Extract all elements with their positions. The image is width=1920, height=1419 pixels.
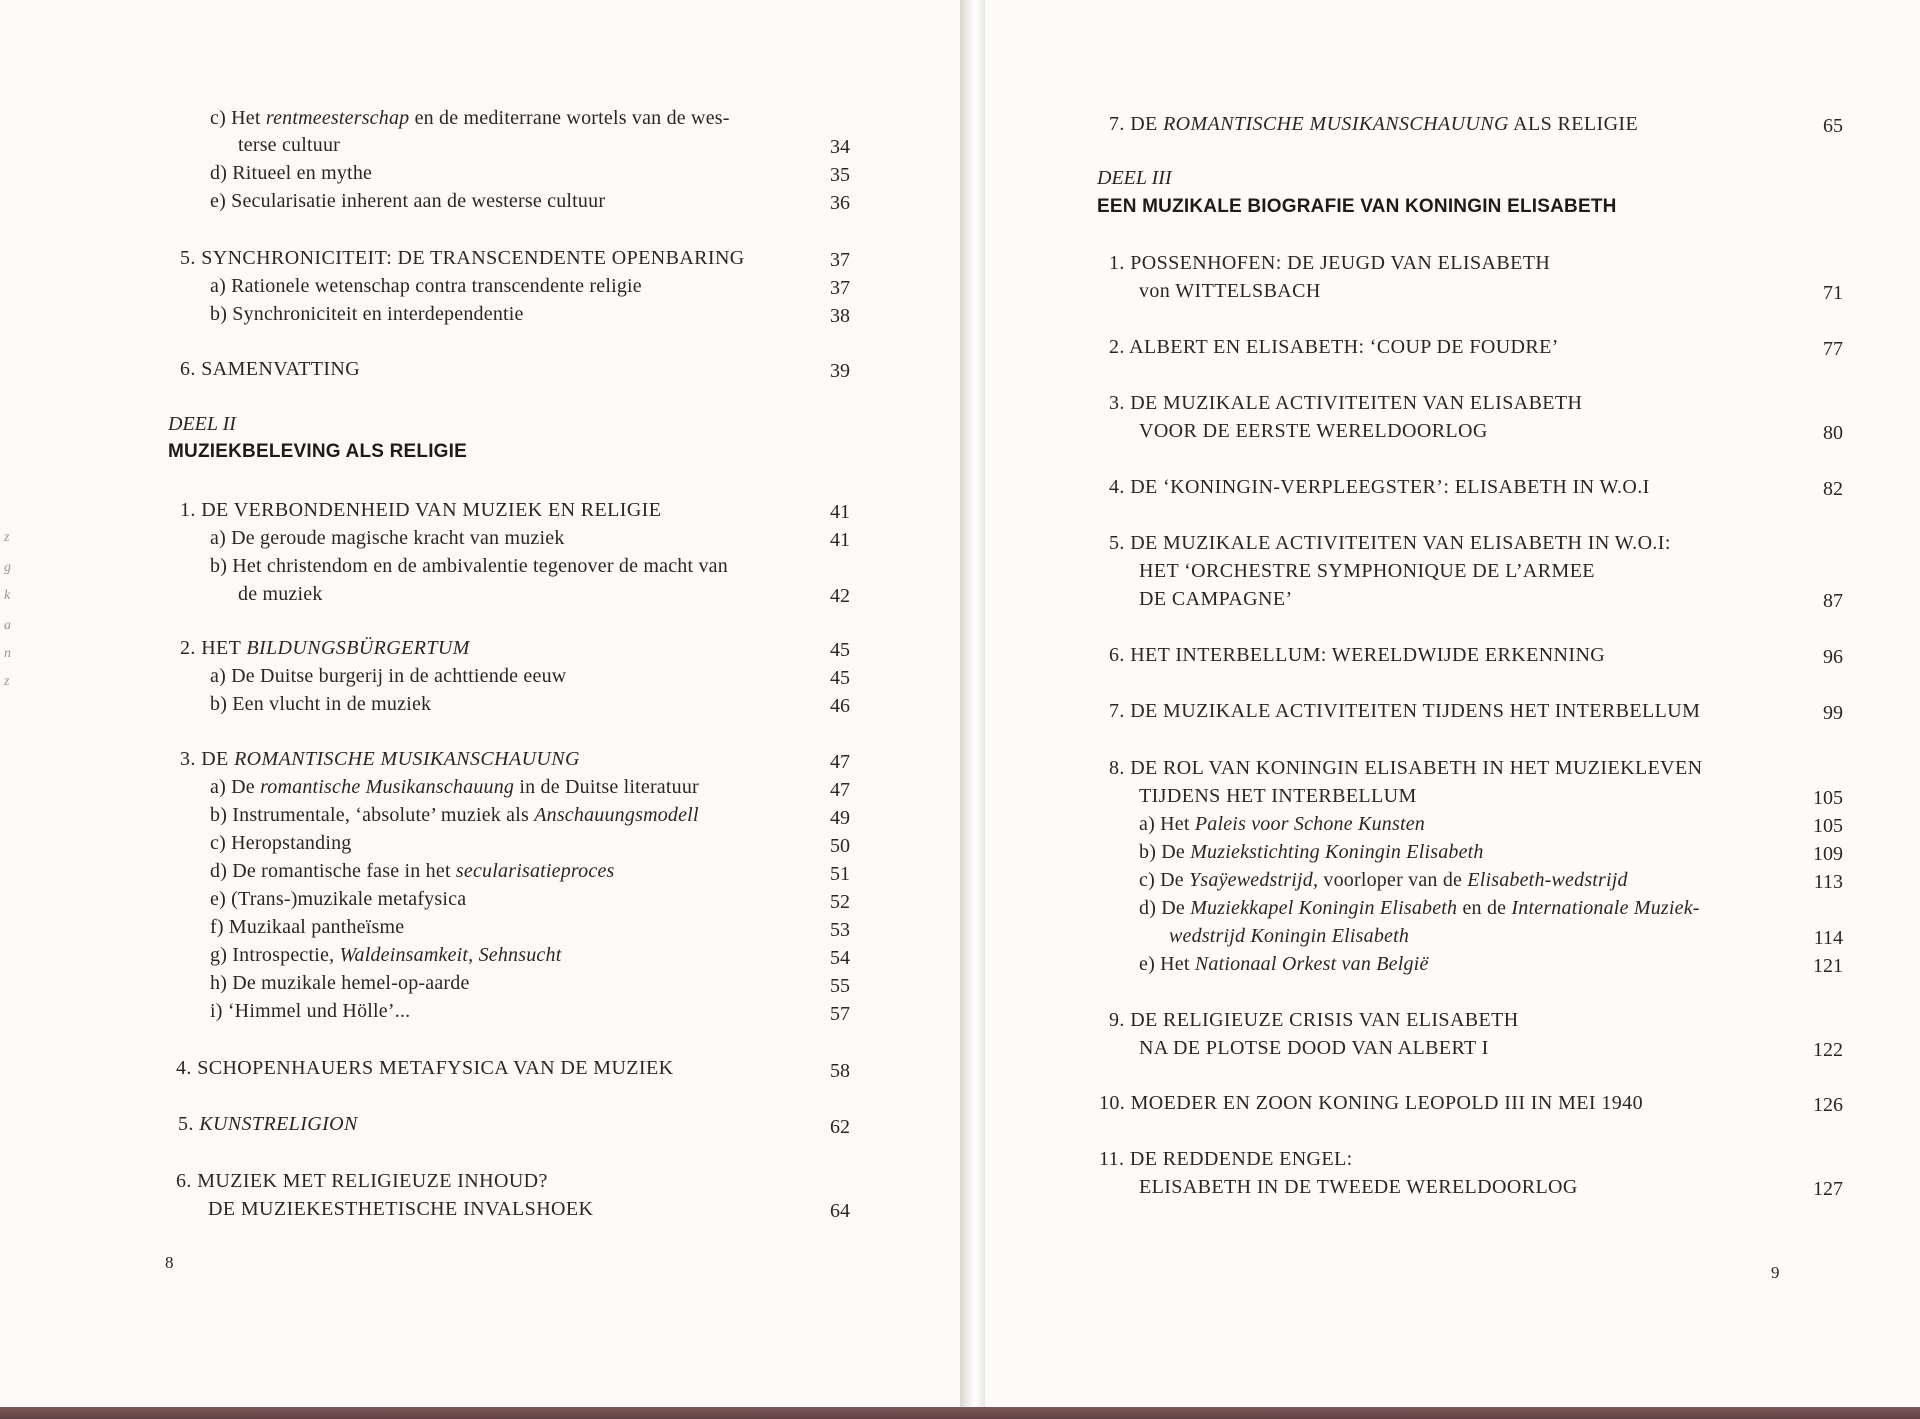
margin-mark: g — [4, 560, 11, 575]
toc-entry: f) Muzikaal pantheïsme — [210, 916, 405, 938]
toc-entry-text: en de — [1457, 897, 1512, 919]
toc-entry-emphasis: Nationaal Orkest van België — [1194, 953, 1429, 975]
toc-entry: e) (Trans-)muzikale metafysica — [210, 888, 467, 910]
toc-entry-emphasis: ROMANTISCHE MUSIKANSCHAUUNG — [234, 748, 580, 770]
page-number: 80 — [1823, 422, 1843, 444]
page-number: 127 — [1813, 1178, 1843, 1200]
toc-entry-continuation: de muziek — [238, 583, 323, 605]
toc-entry-text: 3. DE — [180, 748, 235, 770]
page-number: 58 — [830, 1060, 850, 1082]
margin-mark: k — [4, 588, 11, 603]
toc-chapter: 1. POSSENHOFEN: DE JEUGD VAN ELISABETH — [1109, 252, 1551, 274]
toc-entry-emphasis: KUNSTRELIGION — [199, 1113, 358, 1135]
toc-entry-continuation: terse cultuur — [238, 134, 341, 156]
toc-entry-text: ALS RELIGIE — [1508, 113, 1639, 135]
toc-entry-text: e) Het — [1139, 953, 1195, 975]
toc-chapter — [178, 1110, 358, 1138]
toc-entry-emphasis: wedstrijd Koningin Elisabeth — [1169, 925, 1410, 947]
page-number: 121 — [1813, 955, 1843, 977]
page-number: 82 — [1823, 478, 1843, 500]
toc-chapter: 6. SAMENVATTING — [180, 358, 361, 380]
toc-entry: a) De geroude magische kracht van muziek — [210, 527, 565, 549]
toc-entry — [210, 857, 615, 885]
page-number: 114 — [1813, 927, 1843, 949]
toc-entry-text: d) De romantische fase in het — [210, 860, 456, 882]
page-number: 109 — [1813, 843, 1843, 865]
page-number: 52 — [830, 891, 850, 913]
toc-entry-emphasis: Paleis voor Schone Kunsten — [1194, 813, 1425, 835]
toc-entry-continuation: DE MUZIEKESTHETISCHE INVALSHOEK — [208, 1198, 594, 1220]
toc-entry: e) Secularisatie inherent aan de westerse cultuur — [210, 190, 606, 212]
toc-entry-continuation: NA DE PLOTSE DOOD VAN ALBERT I — [1139, 1037, 1489, 1059]
page-number: 37 — [830, 277, 850, 299]
page-number: 39 — [830, 360, 850, 382]
toc-entry: i) ‘Himmel und Hölle’... — [210, 1000, 411, 1022]
toc-chapter: 3. DE MUZIKALE ACTIVITEITEN VAN ELISABETH — [1109, 392, 1583, 414]
page-folio: 8 — [165, 1253, 174, 1272]
toc-entry-continuation: HET ‘ORCHESTRE SYMPHONIQUE DE L’ARMEE — [1139, 560, 1595, 582]
toc-chapter: 6. MUZIEK MET RELIGIEUZE INHOUD? — [176, 1170, 548, 1192]
toc-entry-text: b) Instrumentale, ‘absolute’ muziek als — [210, 804, 535, 826]
toc-entry-continuation — [1169, 922, 1409, 950]
toc-chapter: 4. DE ‘KONINGIN-VERPLEEGSTER’: ELISABETH IN W.O.I — [1109, 476, 1650, 498]
toc-entry-text: c) De — [1139, 869, 1190, 891]
page-number: 87 — [1823, 590, 1843, 612]
toc-entry: h) De muzikale hemel-op-aarde — [210, 972, 470, 994]
page-number: 37 — [830, 249, 850, 271]
page-number: 53 — [830, 919, 850, 941]
toc-entry-continuation: VOOR DE EERSTE WERELDOORLOG — [1139, 420, 1488, 442]
toc-chapter: 2. ALBERT EN ELISABETH: ‘COUP DE FOUDRE’ — [1109, 336, 1559, 358]
toc-entry-continuation: DE CAMPAGNE’ — [1139, 588, 1293, 610]
toc-entry-emphasis: Anschauungsmodell — [534, 804, 699, 826]
page-folio: 9 — [1771, 1263, 1780, 1282]
toc-entry-emphasis: BILDUNGSBÜRGERTUM — [246, 637, 470, 659]
toc-entry-text: g) Introspectie, — [210, 944, 340, 966]
toc-chapter — [180, 634, 470, 662]
toc-entry: b) Een vlucht in de muziek — [210, 693, 432, 715]
toc-entry-text: 2. HET — [180, 637, 247, 659]
toc-entry-text: en de mediterrane wortels van de wes- — [409, 107, 730, 129]
part-title: EEN MUZIKALE BIOGRAFIE VAN KONINGIN ELISABETH — [1097, 196, 1617, 217]
margin-mark: a — [4, 618, 11, 633]
page-number: 113 — [1813, 871, 1843, 893]
page-number: 105 — [1813, 815, 1843, 837]
toc-entry-text: in de Duitse literatuur — [514, 776, 699, 798]
toc-entry — [1139, 810, 1425, 838]
toc-chapter: 8. DE ROL VAN KONINGIN ELISABETH IN HET MUZIEKLEVEN — [1109, 757, 1703, 779]
toc-entry-text: a) Het — [1139, 813, 1195, 835]
toc-entry — [210, 941, 561, 969]
toc-chapter — [180, 745, 580, 773]
page-number: 122 — [1813, 1039, 1843, 1061]
toc-entry-emphasis: rentmeesterschap — [265, 107, 410, 129]
page-number: 41 — [830, 501, 850, 523]
page-number: 54 — [830, 947, 850, 969]
toc-entry-continuation: ELISABETH IN DE TWEEDE WERELDOORLOG — [1139, 1176, 1578, 1198]
toc-chapter — [1109, 110, 1638, 138]
toc-entry-text: b) De — [1139, 841, 1191, 863]
toc-chapter: 6. HET INTERBELLUM: WERELDWIJDE ERKENNING — [1109, 644, 1606, 666]
book-gutter — [960, 0, 985, 1419]
margin-mark: n — [4, 646, 11, 661]
book-bottom-edge — [0, 1407, 1920, 1419]
toc-entry: a) De Duitse burgerij in de achttiende eeuw — [210, 665, 567, 687]
toc-entry-emphasis: Waldeinsamkeit, Sehnsucht — [339, 944, 562, 966]
page-number: 57 — [830, 1003, 850, 1025]
toc-chapter: 7. DE MUZIKALE ACTIVITEITEN TIJDENS HET INTERBELLUM — [1109, 700, 1701, 722]
toc-entry: d) Ritueel en mythe — [210, 162, 373, 184]
part-title: MUZIEKBELEVING ALS RELIGIE — [168, 441, 468, 462]
toc-entry-text: voorloper van de — [1318, 869, 1468, 891]
toc-chapter: 10. MOEDER EN ZOON KONING LEOPOLD III IN MEI 1940 — [1099, 1092, 1643, 1114]
toc-entry — [1139, 838, 1484, 866]
page-number: 46 — [830, 695, 850, 717]
toc-entry-emphasis: Muziekkapel Koningin Elisabeth — [1190, 897, 1458, 919]
part-label: DEEL II — [168, 413, 236, 435]
margin-mark: z — [4, 530, 10, 545]
page-number: 62 — [830, 1116, 850, 1138]
toc-entry-continuation: von WITTELSBACH — [1139, 280, 1321, 302]
page-number: 55 — [830, 975, 850, 997]
toc-entry — [210, 773, 699, 801]
toc-entry — [1139, 894, 1700, 922]
toc-entry: a) Rationele wetenschap contra transcendente religie — [210, 275, 642, 297]
margin-mark: z — [4, 674, 10, 689]
toc-chapter: 5. DE MUZIKALE ACTIVITEITEN VAN ELISABETH IN W.O.I: — [1109, 532, 1671, 554]
page-number: 36 — [830, 192, 850, 214]
toc-entry: b) Synchroniciteit en interdependentie — [210, 303, 524, 325]
page-number: 71 — [1823, 282, 1843, 304]
toc-entry-emphasis: romantische Musikanschauung — [260, 776, 515, 798]
toc-entry — [210, 104, 730, 132]
page-number: 47 — [830, 779, 850, 801]
toc-entry — [1139, 950, 1429, 978]
toc-entry: c) Heropstanding — [210, 832, 352, 854]
toc-chapter: 4. SCHOPENHAUERS METAFYSICA VAN DE MUZIEK — [176, 1057, 674, 1079]
page-number: 42 — [830, 585, 850, 607]
toc-chapter: 11. DE REDDENDE ENGEL: — [1099, 1148, 1353, 1170]
toc-entry-emphasis: Internationale Muziek- — [1511, 897, 1700, 919]
toc-entry-emphasis: ROMANTISCHE MUSIKANSCHAUUNG — [1163, 113, 1509, 135]
toc-entry: b) Het christendom en de ambivalentie tegenover de macht van — [210, 555, 728, 577]
toc-entry-emphasis: Muziekstichting Koningin Elisabeth — [1190, 841, 1484, 863]
page-number: 50 — [830, 835, 850, 857]
page-number: 126 — [1813, 1094, 1843, 1116]
toc-chapter: 9. DE RELIGIEUZE CRISIS VAN ELISABETH — [1109, 1009, 1519, 1031]
toc-entry — [210, 801, 699, 829]
page-number: 35 — [830, 164, 850, 186]
page-number: 77 — [1823, 338, 1843, 360]
page-number: 45 — [830, 667, 850, 689]
page-number: 41 — [830, 529, 850, 551]
page-number: 38 — [830, 305, 850, 327]
toc-chapter: 1. DE VERBONDENHEID VAN MUZIEK EN RELIGIE — [180, 499, 662, 521]
toc-entry-text: 7. DE — [1109, 113, 1164, 135]
page-number: 51 — [830, 863, 850, 885]
page-number: 34 — [830, 136, 850, 158]
toc-entry-text: d) De — [1139, 897, 1191, 919]
page-number: 65 — [1823, 115, 1843, 137]
right-page — [985, 0, 1920, 1419]
page-number: 47 — [830, 751, 850, 773]
toc-entry-continuation: TIJDENS HET INTERBELLUM — [1139, 785, 1417, 807]
page-number: 99 — [1823, 702, 1843, 724]
toc-entry-emphasis: secularisatieproces — [455, 860, 615, 882]
page-number: 96 — [1823, 646, 1843, 668]
page-number: 45 — [830, 639, 850, 661]
toc-entry-text: c) Het — [210, 107, 266, 129]
toc-entry-emphasis: Elisabeth-wedstrijd — [1467, 869, 1628, 891]
toc-entry-emphasis: Ysaÿewedstrijd, — [1189, 869, 1319, 891]
toc-entry-text: 5. — [178, 1113, 200, 1135]
part-label: DEEL III — [1097, 167, 1172, 189]
page-number: 105 — [1813, 787, 1843, 809]
toc-entry — [1139, 866, 1628, 894]
page-number: 64 — [830, 1200, 850, 1222]
toc-entry-text: a) De — [210, 776, 261, 798]
toc-chapter: 5. SYNCHRONICITEIT: DE TRANSCENDENTE OPENBARING — [180, 247, 745, 269]
page-number: 49 — [830, 807, 850, 829]
